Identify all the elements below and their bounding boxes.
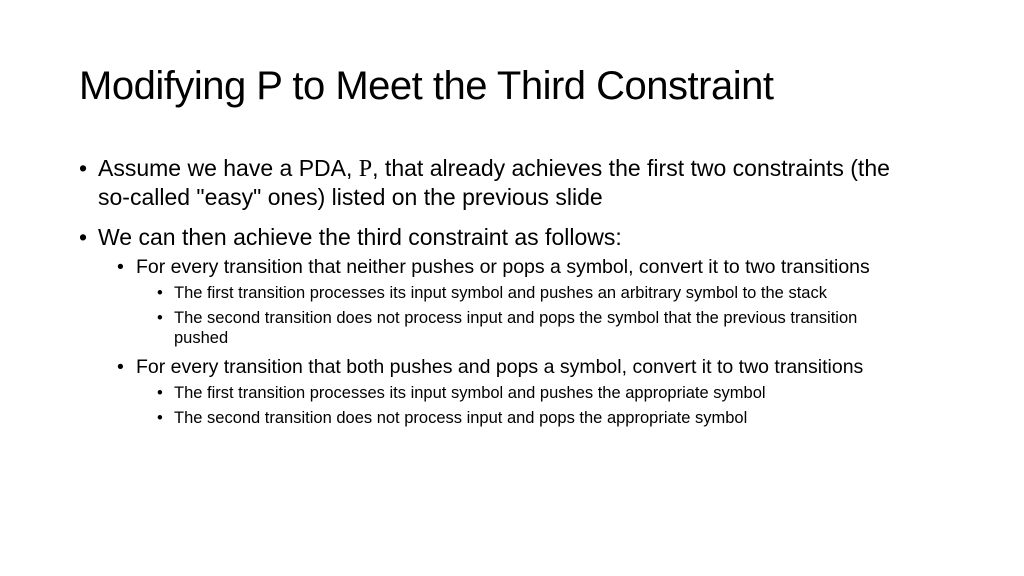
sub-sub-bullet-first-arbitrary xyxy=(157,283,914,303)
bullet-dot: • xyxy=(157,384,163,402)
bullet-dot: • xyxy=(157,409,163,427)
sub-sub-bullet-text: The second transition does not process input and pops the appropriate symbol xyxy=(174,409,748,427)
sub-bullet-both xyxy=(117,355,926,379)
bullet-dot: • xyxy=(157,309,163,327)
bullet-assume-pda xyxy=(79,154,918,211)
bullet-dot: • xyxy=(157,284,163,302)
sub-sub-bullet-second-appropriate xyxy=(157,408,914,428)
bullet-dot: • xyxy=(79,224,88,250)
sub-sub-bullet-first-appropriate xyxy=(157,383,914,403)
slide-title: Modifying P to Meet the Third Constraint xyxy=(79,64,774,108)
sub-sub-bullet-text: The first transition processes its input symbol and pushes the appropriate symbol xyxy=(174,384,766,402)
sub-sub-bullet-second-pops-previous xyxy=(157,308,914,348)
bullet-text: We can then achieve the third constraint as follows: xyxy=(98,224,622,250)
slide-content xyxy=(0,154,1024,433)
bullet-text-prefix: Assume we have a PDA, xyxy=(98,155,359,181)
bullet-dot: • xyxy=(79,155,88,181)
bullet-dot: • xyxy=(117,356,124,378)
sub-bullet-neither xyxy=(117,255,926,279)
sub-sub-bullet-text: The first transition processes its input symbol and pushes an arbitrary symbol to the stack xyxy=(174,284,827,302)
bullet-third-constraint xyxy=(79,223,918,251)
bullet-dot: • xyxy=(117,256,124,278)
sub-bullet-text: For every transition that neither pushes or pops a symbol, convert it to two transitions xyxy=(136,256,870,278)
sub-bullet-text: For every transition that both pushes and pops a symbol, convert it to two transitions xyxy=(136,356,864,378)
sub-sub-bullet-text: The second transition does not process input and pops the symbol that the previous transition pushed xyxy=(174,309,858,347)
bullet-text-suffix: , that already achieves the first two constraints (the so-called "easy" ones) listed on the previous slide xyxy=(98,155,890,210)
pda-variable: P xyxy=(358,156,373,182)
